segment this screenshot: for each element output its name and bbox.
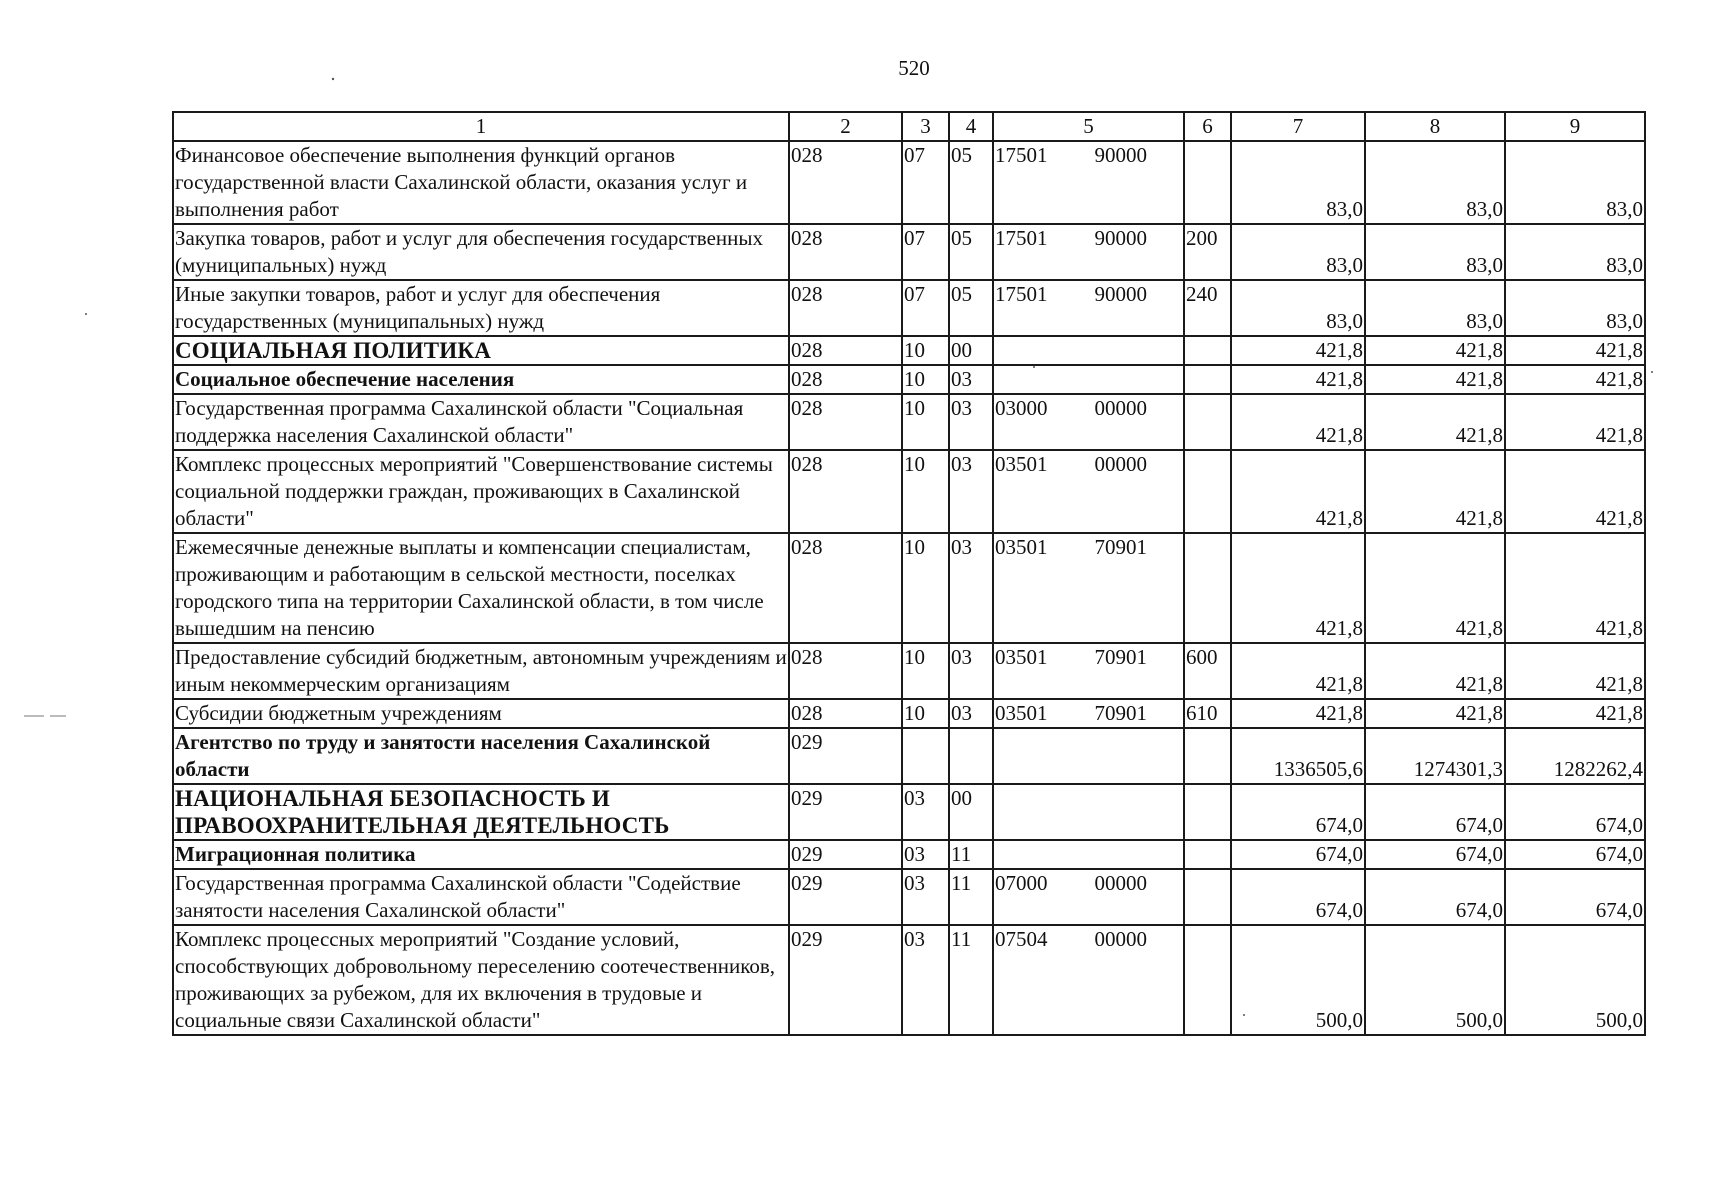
row-name-cell: Иные закупки товаров, работ и услуг для обеспечения государственных (муниципальных) нужд: [173, 280, 789, 336]
target-article-part-b: 70901: [1094, 535, 1147, 559]
amount-col8-cell: 674,0: [1365, 784, 1505, 840]
admin-code-cell: 028: [789, 141, 902, 224]
target-article-cell: [993, 643, 1184, 699]
amount-col9-cell: 1282262,4: [1505, 728, 1645, 784]
section-code-cell: 10: [902, 394, 949, 450]
target-article-cell: [993, 869, 1184, 925]
subsection-code-cell: 03: [949, 450, 993, 533]
amount-col8-cell: 421,8: [1365, 336, 1505, 365]
table-row: [173, 728, 1645, 784]
expense-type-cell: [1184, 728, 1231, 784]
row-name-cell: Государственная программа Сахалинской области "Социальная поддержка населения Сахалинской области": [173, 394, 789, 450]
target-article-cell: [993, 728, 1184, 784]
target-article-cell: [993, 280, 1184, 336]
subsection-code-cell: 03: [949, 394, 993, 450]
admin-code-cell: 028: [789, 280, 902, 336]
amount-col9-cell: 421,8: [1505, 336, 1645, 365]
section-code-cell: 03: [902, 869, 949, 925]
subsection-code-cell: 03: [949, 533, 993, 643]
expense-type-cell: 610: [1184, 699, 1231, 728]
subsection-code-cell: [949, 728, 993, 784]
amount-col8-cell: 421,8: [1365, 450, 1505, 533]
target-article-part-b: 90000: [1094, 143, 1147, 167]
table-row: [173, 784, 1645, 840]
header-cell: 9: [1505, 112, 1645, 141]
section-code-cell: [902, 728, 949, 784]
amount-col7-cell: 421,8: [1231, 699, 1365, 728]
header-cell: 7: [1231, 112, 1365, 141]
row-name-cell: СОЦИАЛЬНАЯ ПОЛИТИКА: [173, 336, 789, 365]
amount-col8-cell: 421,8: [1365, 533, 1505, 643]
expense-type-cell: [1184, 365, 1231, 394]
table-row: [173, 394, 1645, 450]
admin-code-cell: 029: [789, 840, 902, 869]
amount-col8-cell: 674,0: [1365, 840, 1505, 869]
table-row: [173, 336, 1645, 365]
section-code-cell: 10: [902, 643, 949, 699]
amount-col9-cell: 674,0: [1505, 869, 1645, 925]
table-row: [173, 925, 1645, 1035]
header-cell: 4: [949, 112, 993, 141]
section-code-cell: 03: [902, 784, 949, 840]
admin-code-cell: 028: [789, 365, 902, 394]
row-name-cell: Агентство по труду и занятости населения Сахалинской области: [173, 728, 789, 784]
header-cell: 5: [993, 112, 1184, 141]
table-row: [173, 450, 1645, 533]
target-article-part-b: 90000: [1094, 226, 1147, 250]
amount-col7-cell: 674,0: [1231, 784, 1365, 840]
table-row: [173, 869, 1645, 925]
subsection-code-cell: 11: [949, 840, 993, 869]
amount-col7-cell: 83,0: [1231, 224, 1365, 280]
target-article-cell: [993, 533, 1184, 643]
expense-type-cell: [1184, 533, 1231, 643]
expense-type-cell: [1184, 784, 1231, 840]
section-code-cell: 03: [902, 840, 949, 869]
amount-col9-cell: 83,0: [1505, 224, 1645, 280]
expense-type-cell: [1184, 925, 1231, 1035]
amount-col9-cell: 421,8: [1505, 365, 1645, 394]
table-row: [173, 141, 1645, 224]
header-cell: 3: [902, 112, 949, 141]
row-name-cell: Финансовое обеспечение выполнения функций органов государственной власти Сахалинской области, оказания услуг и выполнения работ: [173, 141, 789, 224]
section-code-cell: 10: [902, 336, 949, 365]
amount-col7-cell: 83,0: [1231, 280, 1365, 336]
subsection-code-cell: 05: [949, 224, 993, 280]
target-article-part-b: 70901: [1094, 645, 1147, 669]
expense-type-cell: 200: [1184, 224, 1231, 280]
target-article-part-a: 03501: [995, 701, 1048, 725]
admin-code-cell: 029: [789, 869, 902, 925]
target-article-cell: [993, 224, 1184, 280]
target-article-part-a: 03000: [995, 396, 1048, 420]
subsection-code-cell: 11: [949, 869, 993, 925]
admin-code-cell: 029: [789, 728, 902, 784]
amount-col9-cell: 674,0: [1505, 784, 1645, 840]
amount-col7-cell: 421,8: [1231, 450, 1365, 533]
target-article-part-b: 90000: [1094, 282, 1147, 306]
amount-col8-cell: 1274301,3: [1365, 728, 1505, 784]
expense-type-cell: [1184, 450, 1231, 533]
amount-col9-cell: 421,8: [1505, 699, 1645, 728]
table-row: [173, 365, 1645, 394]
table-row: [173, 280, 1645, 336]
table-row: [173, 224, 1645, 280]
expense-type-cell: [1184, 869, 1231, 925]
target-article-cell: [993, 699, 1184, 728]
target-article-part-b: 00000: [1094, 871, 1147, 895]
amount-col8-cell: 421,8: [1365, 643, 1505, 699]
target-article-cell: [993, 840, 1184, 869]
row-name-cell: Субсидии бюджетным учреждениям: [173, 699, 789, 728]
admin-code-cell: 028: [789, 699, 902, 728]
amount-col7-cell: 674,0: [1231, 840, 1365, 869]
expense-type-cell: [1184, 141, 1231, 224]
amount-col8-cell: 674,0: [1365, 869, 1505, 925]
amount-col7-cell: 83,0: [1231, 141, 1365, 224]
admin-code-cell: 029: [789, 925, 902, 1035]
target-article-part-b: 00000: [1094, 927, 1147, 951]
subsection-code-cell: 11: [949, 925, 993, 1035]
row-name-cell: Комплекс процессных мероприятий "Совершенствование системы социальной поддержки граждан, проживающих в Сахалинской области": [173, 450, 789, 533]
target-article-cell: [993, 365, 1184, 394]
expense-type-cell: [1184, 840, 1231, 869]
table-row: [173, 533, 1645, 643]
row-name-cell: Социальное обеспечение населения: [173, 365, 789, 394]
amount-col7-cell: 421,8: [1231, 533, 1365, 643]
amount-col8-cell: 421,8: [1365, 699, 1505, 728]
header-cell: 6: [1184, 112, 1231, 141]
amount-col8-cell: 83,0: [1365, 280, 1505, 336]
table-row: [173, 699, 1645, 728]
target-article-part-a: 03501: [995, 645, 1048, 669]
header-cell: 1: [173, 112, 789, 141]
amount-col7-cell: 500,0: [1231, 925, 1365, 1035]
amount-col8-cell: 83,0: [1365, 141, 1505, 224]
amount-col9-cell: 83,0: [1505, 280, 1645, 336]
amount-col7-cell: 421,8: [1231, 365, 1365, 394]
row-name-cell: Предоставление субсидий бюджетным, автономным учреждениям и иным некоммерческим организациям: [173, 643, 789, 699]
target-article-part-a: 03501: [995, 452, 1048, 476]
table-header: [173, 112, 1645, 141]
expense-type-cell: 600: [1184, 643, 1231, 699]
target-article-part-b: 70901: [1094, 701, 1147, 725]
amount-col9-cell: 421,8: [1505, 533, 1645, 643]
subsection-code-cell: 05: [949, 141, 993, 224]
section-code-cell: 03: [902, 925, 949, 1035]
page-number: 520: [898, 56, 930, 80]
amount-col8-cell: 421,8: [1365, 365, 1505, 394]
table-row: [173, 840, 1645, 869]
amount-col7-cell: 674,0: [1231, 869, 1365, 925]
amount-col7-cell: 421,8: [1231, 394, 1365, 450]
amount-col8-cell: 500,0: [1365, 925, 1505, 1035]
row-name-cell: Комплекс процессных мероприятий "Создание условий, способствующих добровольному переселению соотечественников, проживающих за рубежом, для их включения в трудовые и социальные связи Сахалинской области": [173, 925, 789, 1035]
amount-col9-cell: 421,8: [1505, 450, 1645, 533]
amount-col9-cell: 500,0: [1505, 925, 1645, 1035]
header-row: [173, 112, 1645, 141]
target-article-part-a: 07504: [995, 927, 1048, 951]
row-name-cell: Государственная программа Сахалинской области "Содействие занятости населения Сахалинской области": [173, 869, 789, 925]
expense-type-cell: [1184, 394, 1231, 450]
target-article-part-a: 17501: [995, 226, 1048, 250]
subsection-code-cell: 00: [949, 336, 993, 365]
expense-type-cell: [1184, 336, 1231, 365]
target-article-part-b: 00000: [1094, 452, 1147, 476]
target-article-cell: [993, 336, 1184, 365]
target-article-cell: [993, 784, 1184, 840]
subsection-code-cell: 03: [949, 643, 993, 699]
target-article-part-a: 03501: [995, 535, 1048, 559]
target-article-part-a: 17501: [995, 143, 1048, 167]
target-article-part-b: 00000: [1094, 396, 1147, 420]
admin-code-cell: 028: [789, 533, 902, 643]
target-article-part-a: 07000: [995, 871, 1048, 895]
section-code-cell: 10: [902, 450, 949, 533]
row-name-cell: Закупка товаров, работ и услуг для обеспечения государственных (муниципальных) нужд: [173, 224, 789, 280]
row-name-cell: Ежемесячные денежные выплаты и компенсации специалистам, проживающим и работающим в сельской местности, поселках городского типа на территории Сахалинской области, в том числе вышедшим на пенсию: [173, 533, 789, 643]
admin-code-cell: 028: [789, 450, 902, 533]
target-article-part-a: 17501: [995, 282, 1048, 306]
subsection-code-cell: 05: [949, 280, 993, 336]
budget-table: [172, 111, 1646, 1036]
amount-col7-cell: 1336505,6: [1231, 728, 1365, 784]
target-article-cell: [993, 141, 1184, 224]
header-cell: 2: [789, 112, 902, 141]
subsection-code-cell: 03: [949, 365, 993, 394]
amount-col9-cell: 421,8: [1505, 394, 1645, 450]
table-body: [173, 141, 1645, 1035]
section-code-cell: 07: [902, 280, 949, 336]
table-row: [173, 643, 1645, 699]
admin-code-cell: 028: [789, 643, 902, 699]
section-code-cell: 10: [902, 533, 949, 643]
section-code-cell: 07: [902, 224, 949, 280]
row-name-cell: Миграционная политика: [173, 840, 789, 869]
target-article-cell: [993, 925, 1184, 1035]
amount-col9-cell: 83,0: [1505, 141, 1645, 224]
expense-type-cell: 240: [1184, 280, 1231, 336]
target-article-cell: [993, 450, 1184, 533]
amount-col8-cell: 421,8: [1365, 394, 1505, 450]
header-cell: 8: [1365, 112, 1505, 141]
admin-code-cell: 028: [789, 336, 902, 365]
admin-code-cell: 028: [789, 224, 902, 280]
section-code-cell: 10: [902, 699, 949, 728]
amount-col8-cell: 83,0: [1365, 224, 1505, 280]
amount-col7-cell: 421,8: [1231, 336, 1365, 365]
section-code-cell: 10: [902, 365, 949, 394]
subsection-code-cell: 03: [949, 699, 993, 728]
row-name-cell: НАЦИОНАЛЬНАЯ БЕЗОПАСНОСТЬ И ПРАВООХРАНИТЕЛЬНАЯ ДЕЯТЕЛЬНОСТЬ: [173, 784, 789, 840]
amount-col9-cell: 421,8: [1505, 643, 1645, 699]
admin-code-cell: 028: [789, 394, 902, 450]
subsection-code-cell: 00: [949, 784, 993, 840]
amount-col9-cell: 674,0: [1505, 840, 1645, 869]
admin-code-cell: 029: [789, 784, 902, 840]
section-code-cell: 07: [902, 141, 949, 224]
amount-col7-cell: 421,8: [1231, 643, 1365, 699]
target-article-cell: [993, 394, 1184, 450]
